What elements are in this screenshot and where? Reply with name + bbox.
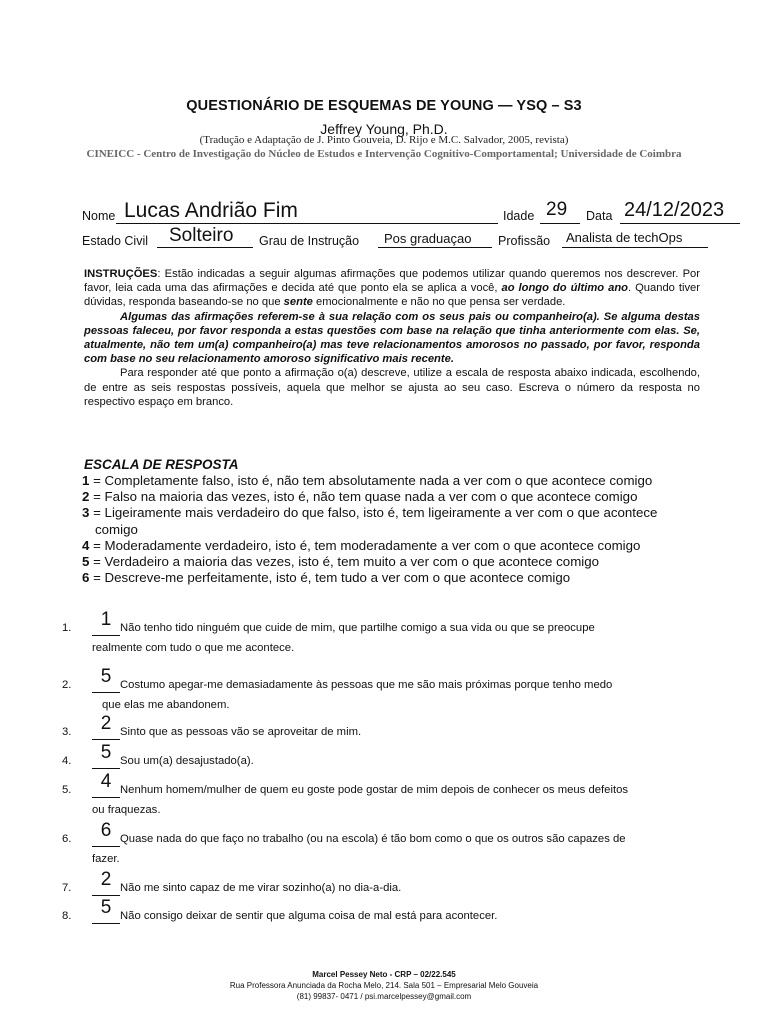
education-label: Grau de Instrução <box>259 234 360 248</box>
footer-contact: (81) 99837- 0471 / psi.marcelpessey@gmail.com <box>296 992 472 1001</box>
scale-heading: ESCALA DE RESPOSTA <box>84 457 239 472</box>
answer-field[interactable]: 2 <box>100 713 112 734</box>
date-field[interactable]: 24/12/2023 <box>624 199 725 221</box>
footer-address: Rua Professora Anunciada da Rocha Melo, 214. Sala 501 – Empresarial Melo Gouveia <box>229 981 539 990</box>
age-label: Idade <box>503 209 535 223</box>
question-number: 2. <box>62 679 72 691</box>
scale-entry <box>82 473 722 489</box>
question-text: Quase nada do que faço no trabalho (ou na escola) é tão bom como o que os outros são capazes de <box>120 833 626 845</box>
answer-field[interactable]: 6 <box>100 820 112 841</box>
scale-number: 2 <box>82 489 90 505</box>
scale-text: = Completamente falso, isto é, não tem absolutamente nada a ver com o que acontece comigo <box>89 473 653 488</box>
question-number: 8. <box>62 910 72 922</box>
question-number: 7. <box>62 882 72 894</box>
scale-number: 1 <box>82 473 90 488</box>
age-line <box>540 223 580 224</box>
answer-field[interactable]: 1 <box>100 609 112 630</box>
education-line <box>378 247 492 248</box>
footer-name: Marcel Pessey Neto - CRP – 02/22.545 <box>312 970 456 979</box>
instructions-emphasis-feel: sente <box>283 296 313 309</box>
question-number: 5. <box>62 784 72 796</box>
profession-line <box>562 247 708 248</box>
scale-entry <box>82 489 722 505</box>
question-number: 3. <box>62 726 72 738</box>
scale-number: 3 <box>82 505 90 521</box>
question-number: 6. <box>62 833 72 845</box>
scale-text-continuation: comigo <box>95 521 138 537</box>
translation-note: (Tradução e Adaptação de J. Pinto Gouveia, D. Rijo e M.C. Salvador, 2005, revista) <box>199 134 569 146</box>
question-text: Sinto que as pessoas vão se aproveitar de mim. <box>120 726 362 738</box>
answer-field[interactable]: 5 <box>100 666 112 687</box>
date-line <box>620 223 740 224</box>
answer-field[interactable]: 2 <box>100 869 112 890</box>
civil-status-line <box>157 247 253 248</box>
civil-status-field[interactable]: Solteiro <box>169 225 234 246</box>
footer <box>0 969 768 1002</box>
document-title: QUESTIONÁRIO DE ESQUEMAS DE YOUNG — YSQ – S3 <box>186 98 582 114</box>
question-text-continuation: realmente com tudo o que me acontece. <box>92 642 295 654</box>
scale-entry <box>82 554 722 570</box>
scale-text: = Moderadamente verdadeiro, isto é, tem moderadamente a ver com o que acontece comigo <box>89 537 641 553</box>
author-line: Jeffrey Young, Ph.D. <box>320 121 448 137</box>
date-label: Data <box>586 209 613 223</box>
instructions-text-c: emocionalmente e não no que pensa ser verdade. <box>312 296 566 309</box>
question-number: 4. <box>62 755 72 767</box>
question-text: Nenhum homem/mulher de quem eu goste pode gostar de mim depois de conhecer os meus defeitos <box>120 784 629 796</box>
scale-number: 5 <box>82 554 90 570</box>
question-text: Não consigo deixar de sentir que alguma coisa de mal está para acontecer. <box>120 910 498 922</box>
question-text-continuation: ou fraquezas. <box>92 804 161 816</box>
form-row-identity <box>82 200 742 226</box>
name-line <box>116 223 498 224</box>
instructions-label: INSTRUÇÕES <box>84 268 158 280</box>
question-text-continuation: que elas me abandonem. <box>102 699 230 711</box>
scale-text: = Falso na maioria das vezes, isto é, não tem quase nada a ver com o que acontece comigo <box>89 489 638 505</box>
scale-list <box>82 473 722 586</box>
scale-text: = Descreve-me perfeitamente, isto é, tem tudo a ver com o que acontece comigo <box>89 570 571 586</box>
scale-number: 4 <box>82 537 90 553</box>
answer-field[interactable]: 5 <box>100 897 112 918</box>
question-text-continuation: fazer. <box>92 853 120 865</box>
civil-status-label: Estado Civil <box>82 234 148 248</box>
age-field[interactable]: 29 <box>546 199 568 220</box>
instructions-text-a: : Estão indicadas a seguir algumas afirmações que podemos utilizar quando queremos nos descrever. Por favor, leia cada uma das afirmações e decida até que ponto ela se aplica a você, <box>84 268 700 295</box>
name-label: Nome <box>82 209 116 223</box>
question-number: 1. <box>62 622 72 634</box>
instructions-paragraph-3: Para responder até que ponto a afirmação o(a) descreve, utilize a escala de resposta abaixo indicada, escolhendo, de entre as seis respostas possíveis, aquela que melhor se ajusta ao seu caso. Escreva o número da resposta no respectivo espaço em branco. <box>84 367 700 408</box>
scale-text: = Ligeiramente mais verdadeiro do que falso, isto é, tem ligeiramente a ver com o que acontece <box>89 505 658 521</box>
scale-entry <box>82 570 722 586</box>
scale-entry <box>82 538 722 554</box>
profession-field[interactable]: Analista de techOps <box>566 230 683 245</box>
profession-label: Profissão <box>498 234 551 248</box>
answer-field[interactable]: 4 <box>100 771 112 792</box>
question-text: Não me sinto capaz de me virar sozinho(a) no dia-a-dia. <box>120 882 402 894</box>
scale-entry <box>82 505 722 521</box>
name-field[interactable]: Lucas Andrião Fim <box>124 199 298 222</box>
scale-text: = Verdadeiro a maioria das vezes, isto é, tem muito a ver com o que acontece comigo <box>89 554 600 570</box>
form-row-profile <box>82 226 742 250</box>
scale-number: 6 <box>82 570 90 586</box>
instructions-paragraph-1 <box>84 267 700 310</box>
question-text: Não tenho tido ninguém que cuide de mim, que partilhe comigo a sua vida ou que se preocupe <box>120 622 595 634</box>
instructions-emphasis-period: ao longo do último ano <box>501 282 628 295</box>
institution-note: CINEICC - Centro de Investigação do Núcleo de Estudos e Intervenção Cognitivo-Comportamental; Universidade de Coimbra <box>86 148 682 160</box>
education-field[interactable]: Pos graduaçao <box>384 231 472 246</box>
instructions-paragraph-2: Algumas das afirmações referem-se à sua relação com os seus pais ou companheiro(a). Se alguma destas pessoas faleceu, por favor responda a estas questões com base na relação que tinha anteriormente com elas. Se, atualmente, não tem um(a) companheiro(a) mas teve relacionamentos amorosos no passado, por favor, responda com base no seu relacionamento amoroso significativo mais recente. <box>84 310 700 366</box>
question-text: Costumo apegar-me demasiadamente às pessoas que me são mais próximas porque tenho medo <box>120 679 613 691</box>
instructions-text-b: . Quando tiver dúvidas, responda baseando-se no que <box>84 282 701 309</box>
instructions-block <box>84 267 700 409</box>
answer-field[interactable]: 5 <box>100 742 112 763</box>
question-text: Sou um(a) desajustado(a). <box>120 755 254 767</box>
